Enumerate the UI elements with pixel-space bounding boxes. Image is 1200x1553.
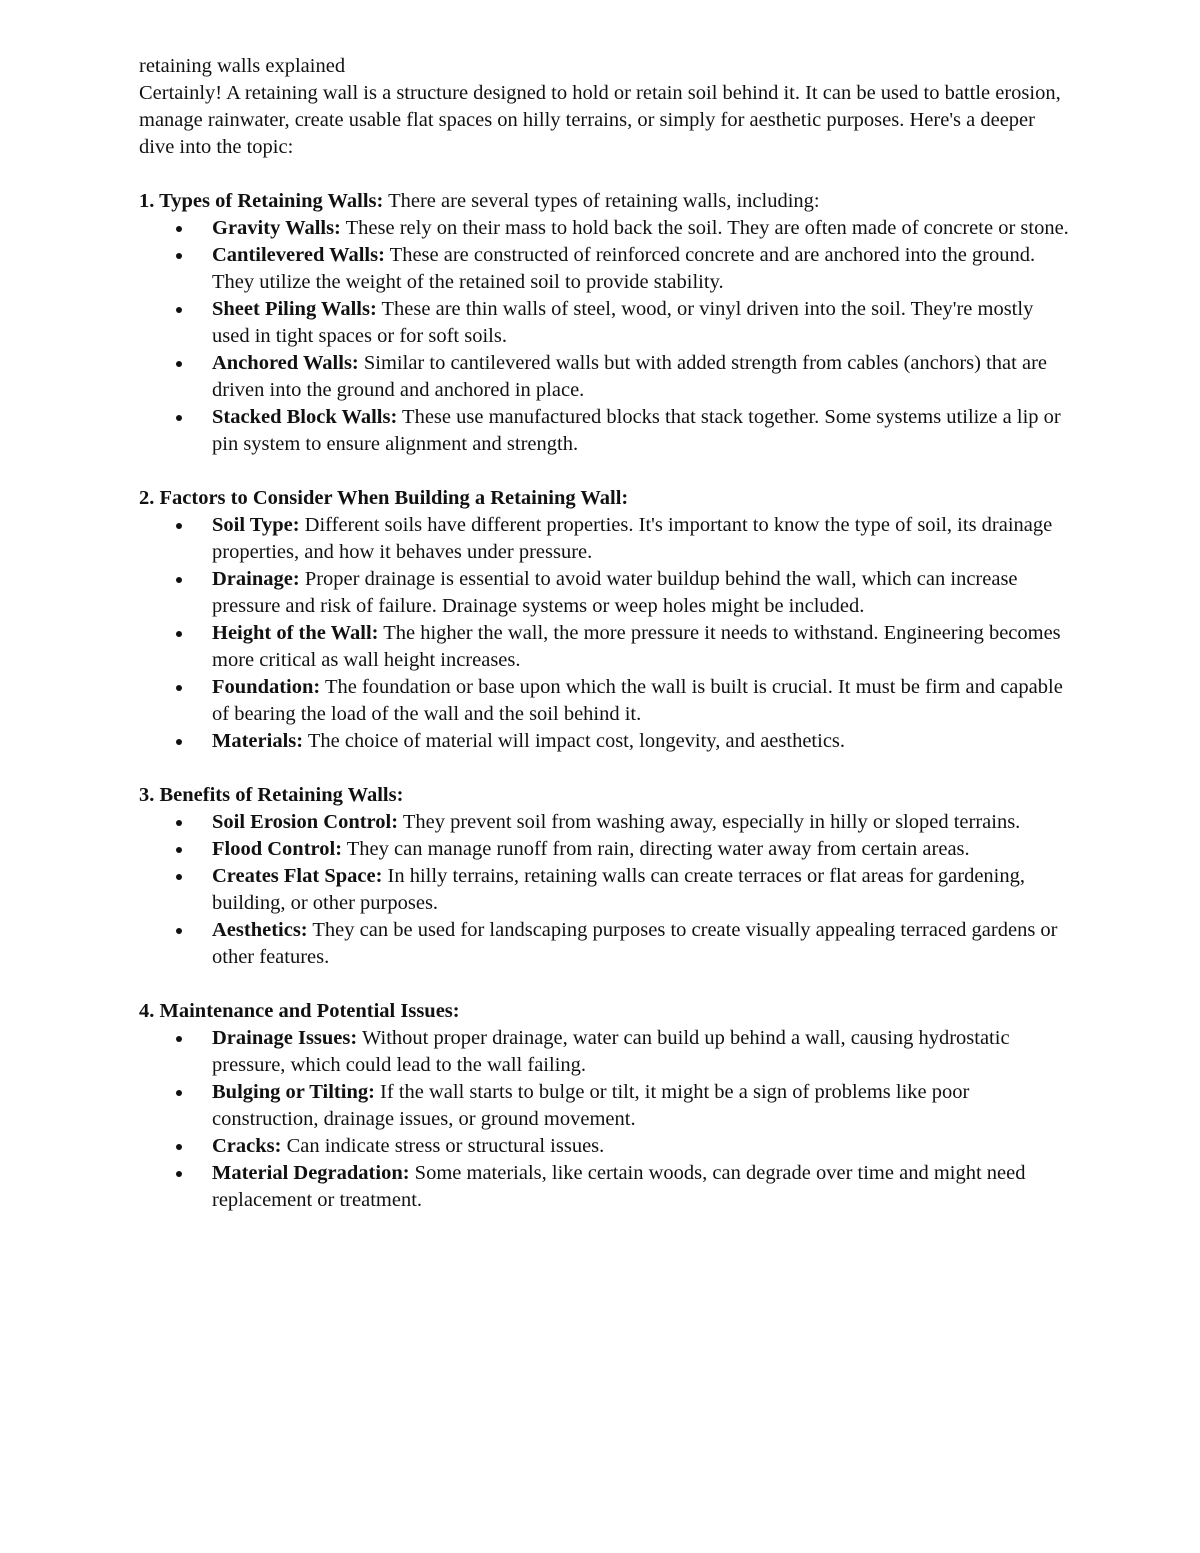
bullet-icon: [176, 577, 182, 583]
section-heading-bold: 2. Factors to Consider When Building a Retaining Wall:: [139, 487, 629, 509]
bullet-icon: [176, 631, 182, 637]
list-item: [212, 674, 1069, 728]
item-text: Some materials, like certain woods, can degrade over time and might need replacement or treatment.: [212, 1162, 1026, 1211]
item-text: They prevent soil from washing away, especially in hilly or sloped terrains.: [398, 811, 1021, 833]
document-title: retaining walls explained: [139, 55, 346, 77]
section-heading-types: [139, 188, 1069, 215]
list-item: [212, 242, 1069, 296]
list-factors: [139, 512, 1069, 755]
list-item: [212, 404, 1069, 458]
item-term: Aesthetics:: [212, 919, 308, 941]
list-item: [212, 512, 1069, 566]
item-term: Material Degradation:: [212, 1162, 410, 1184]
intro-paragraph: Certainly! A retaining wall is a structure designed to hold or retain soil behind it. It can be used to battle erosion, manage rainwater, create usable flat spaces on hilly terrains, or simply for aesthetic purposes. Here's a deeper dive into the topic:: [139, 82, 1061, 158]
section-heading-bold: 3. Benefits of Retaining Walls:: [139, 784, 404, 806]
item-term: Sheet Piling Walls:: [212, 298, 377, 320]
item-term: Drainage Issues:: [212, 1027, 358, 1049]
section-heading-bold: 4. Maintenance and Potential Issues:: [139, 1000, 460, 1022]
bullet-icon: [176, 1171, 182, 1177]
list-benefits: [139, 809, 1069, 971]
item-term: Materials:: [212, 730, 304, 752]
item-term: Creates Flat Space:: [212, 865, 383, 887]
item-text: Different soils have different properties. It's important to know the type of soil, its drainage properties, and how it behaves under pressure.: [212, 514, 1053, 563]
item-text: Can indicate stress or structural issues.: [281, 1135, 605, 1157]
list-item: [212, 728, 1069, 755]
item-text: In hilly terrains, retaining walls can create terraces or flat areas for gardening, building, or other purposes.: [212, 865, 1026, 914]
list-item: [212, 836, 1069, 863]
list-item: [212, 350, 1069, 404]
item-term: Height of the Wall:: [212, 622, 379, 644]
list-maintenance: [139, 1025, 1069, 1214]
item-text: The foundation or base upon which the wall is built is crucial. It must be firm and capable of bearing the load of the wall and the soil behind it.: [212, 676, 1063, 725]
section-heading-rest: There are several types of retaining walls, including:: [383, 190, 820, 212]
item-term: Bulging or Tilting:: [212, 1081, 375, 1103]
bullet-icon: [176, 307, 182, 313]
item-text: They can manage runoff from rain, directing water away from certain areas.: [342, 838, 970, 860]
item-text: The choice of material will impact cost, longevity, and aesthetics.: [303, 730, 846, 752]
bullet-icon: [176, 253, 182, 259]
item-term: Soil Type:: [212, 514, 300, 536]
list-types: [139, 215, 1069, 458]
item-term: Stacked Block Walls:: [212, 406, 398, 428]
list-item: [212, 566, 1069, 620]
list-item: [212, 1079, 1069, 1133]
list-item: [212, 863, 1069, 917]
item-term: Cantilevered Walls:: [212, 244, 385, 266]
item-text: These rely on their mass to hold back the soil. They are often made of concrete or stone.: [340, 217, 1069, 239]
list-item: [212, 809, 1069, 836]
bullet-icon: [176, 739, 182, 745]
bullet-icon: [176, 820, 182, 826]
bullet-icon: [176, 928, 182, 934]
bullet-icon: [176, 1036, 182, 1042]
item-text: They can be used for landscaping purposes to create visually appealing terraced gardens or other features.: [212, 919, 1058, 968]
list-item: [212, 917, 1069, 971]
bullet-icon: [176, 685, 182, 691]
list-item: [212, 1160, 1069, 1214]
item-term: Anchored Walls:: [212, 352, 359, 374]
bullet-icon: [176, 847, 182, 853]
item-term: Drainage:: [212, 568, 300, 590]
section-heading-maintenance: [139, 998, 1069, 1025]
section-heading-bold: 1. Types of Retaining Walls:: [139, 190, 384, 212]
intro-block: [139, 53, 1069, 161]
bullet-icon: [176, 1144, 182, 1150]
list-item: [212, 1025, 1069, 1079]
section-heading-benefits: [139, 782, 1069, 809]
list-item: [212, 296, 1069, 350]
bullet-icon: [176, 874, 182, 880]
bullet-icon: [176, 523, 182, 529]
bullet-icon: [176, 361, 182, 367]
item-text: These are constructed of reinforced concrete and are anchored into the ground. They utilize the weight of the retained soil to provide stability.: [212, 244, 1036, 293]
item-text: These use manufactured blocks that stack together. Some systems utilize a lip or pin system to ensure alignment and strength.: [212, 406, 1061, 455]
item-term: Soil Erosion Control:: [212, 811, 399, 833]
item-text: Proper drainage is essential to avoid water buildup behind the wall, which can increase pressure and risk of failure. Drainage systems or weep holes might be included.: [212, 568, 1018, 617]
list-item: [212, 215, 1069, 242]
item-term: Cracks:: [212, 1135, 282, 1157]
item-term: Gravity Walls:: [212, 217, 341, 239]
section-heading-factors: [139, 485, 1069, 512]
list-item: [212, 620, 1069, 674]
item-text: These are thin walls of steel, wood, or vinyl driven into the soil. They're mostly used in tight spaces or for soft soils.: [212, 298, 1034, 347]
bullet-icon: [176, 415, 182, 421]
document-page: [139, 53, 1069, 1241]
item-term: Foundation:: [212, 676, 321, 698]
item-text: Similar to cantilevered walls but with added strength from cables (anchors) that are driven into the ground and anchored in place.: [212, 352, 1047, 401]
item-term: Flood Control:: [212, 838, 343, 860]
bullet-icon: [176, 1090, 182, 1096]
item-text: If the wall starts to bulge or tilt, it might be a sign of problems like poor construction, drainage issues, or ground movement.: [212, 1081, 970, 1130]
bullet-icon: [176, 226, 182, 232]
item-text: The higher the wall, the more pressure it needs to withstand. Engineering becomes more critical as wall height increases.: [212, 622, 1061, 671]
item-text: Without proper drainage, water can build up behind a wall, causing hydrostatic pressure, which could lead to the wall failing.: [212, 1027, 1010, 1076]
list-item: [212, 1133, 1069, 1160]
